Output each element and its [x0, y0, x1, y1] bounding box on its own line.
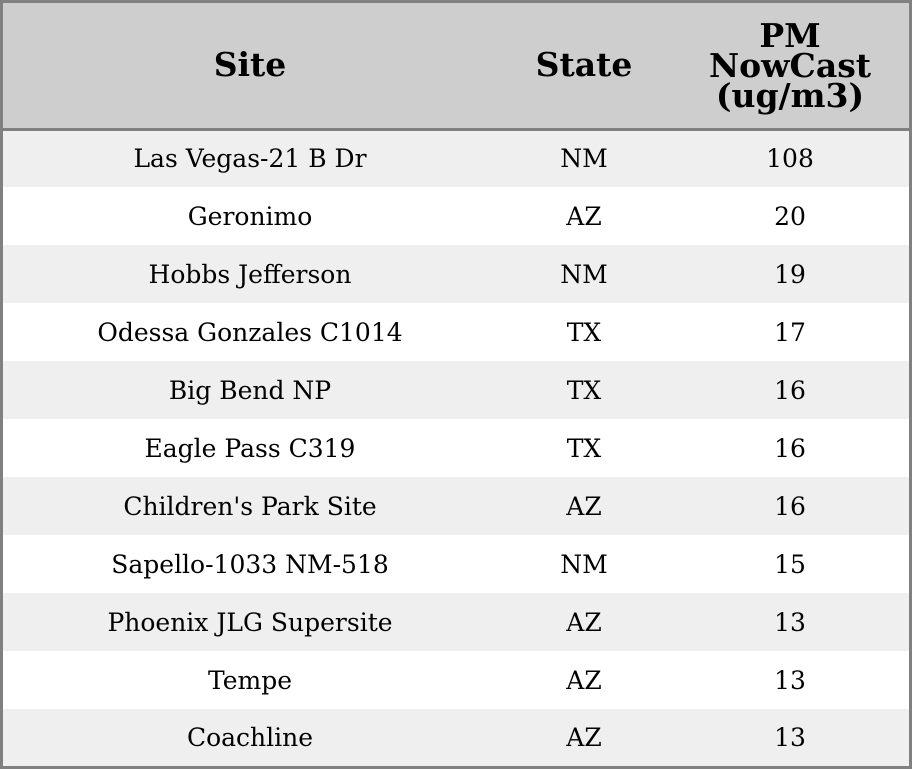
cell-pm-nowcast: 16: [774, 433, 806, 463]
header-state: State: [535, 45, 633, 85]
table-row: [3, 361, 909, 419]
table-row: [3, 419, 909, 477]
cell-pm-nowcast: 108: [766, 144, 814, 174]
cell-site: Las Vegas-21 B Dr: [133, 144, 367, 174]
cell-state: TX: [566, 433, 602, 463]
cell-state: TX: [566, 375, 602, 405]
cell-state: TX: [566, 317, 602, 347]
header-site: Site: [213, 45, 287, 85]
cell-state: AZ: [566, 491, 602, 521]
table-row: [3, 535, 909, 593]
cell-site: Coachline: [186, 723, 314, 752]
pm-nowcast-table: [3, 3, 909, 766]
table-row: [3, 593, 909, 651]
table-row: [3, 477, 909, 535]
cell-pm-nowcast: 20: [774, 201, 806, 231]
table-row: [3, 129, 909, 187]
cell-state: AZ: [566, 607, 602, 637]
cell-state: NM: [560, 549, 608, 579]
cell-pm-nowcast: 17: [774, 317, 806, 347]
cell-site: Phoenix JLG Supersite: [107, 607, 393, 637]
header-row: [3, 3, 909, 129]
header-pm-line-1: PM: [759, 16, 821, 56]
cell-pm-nowcast: 13: [774, 607, 806, 637]
cell-pm-nowcast: 13: [774, 723, 806, 752]
table-row: [3, 709, 909, 766]
cell-pm-nowcast: 19: [774, 259, 806, 289]
cell-pm-nowcast: 15: [774, 549, 806, 579]
cell-state: AZ: [566, 665, 602, 695]
cell-site: Odessa Gonzales C1014: [97, 317, 403, 347]
header-pm-line-2: NowCast: [708, 46, 872, 86]
header-pm-line-3: (ug/m3): [715, 76, 865, 116]
header-pm-nowcast: [671, 3, 909, 129]
table-row: [3, 303, 909, 361]
table-row: [3, 187, 909, 245]
cell-state: AZ: [566, 723, 602, 752]
cell-site: Children's Park Site: [123, 491, 377, 521]
cell-state: NM: [560, 259, 608, 289]
cell-state: NM: [560, 144, 608, 174]
table-body: [3, 129, 909, 766]
cell-site: Sapello-1033 NM-518: [111, 549, 389, 579]
cell-site: Hobbs Jefferson: [148, 259, 352, 289]
cell-site: Big Bend NP: [168, 375, 332, 405]
cell-site: Geronimo: [187, 201, 313, 231]
cell-site: Eagle Pass C319: [144, 433, 356, 463]
cell-pm-nowcast: 13: [774, 665, 806, 695]
cell-state: AZ: [566, 201, 602, 231]
cell-pm-nowcast: 16: [774, 375, 806, 405]
cell-site: Tempe: [207, 665, 293, 695]
table-header: [3, 3, 909, 129]
table-row: [3, 245, 909, 303]
table-row: [3, 651, 909, 709]
cell-pm-nowcast: 16: [774, 491, 806, 521]
